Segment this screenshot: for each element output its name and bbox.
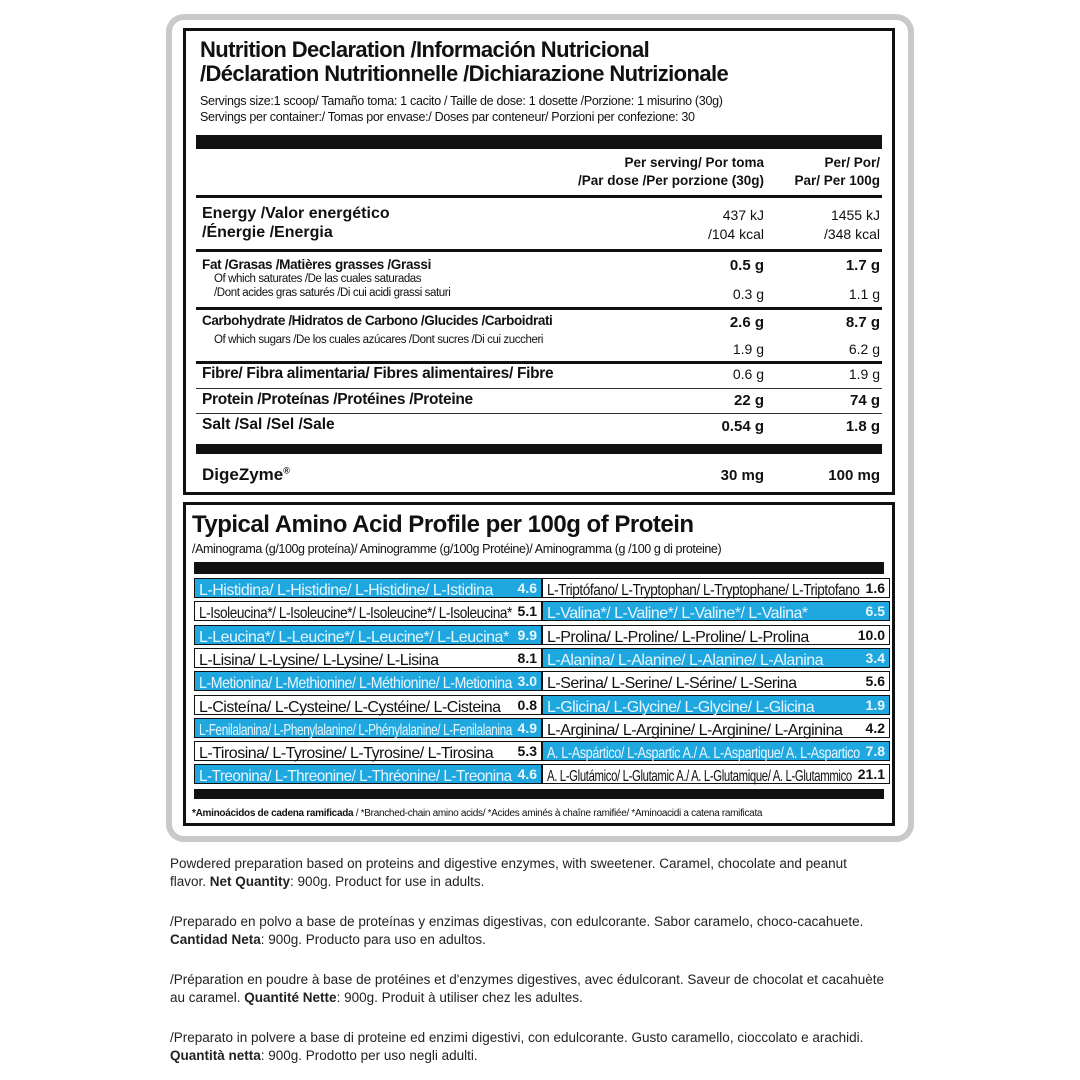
- amino-cell-left: [194, 671, 542, 691]
- fibre-label: Fibre/ Fibra alimentaria/ Fibres alimentaires/ Fibre: [202, 365, 554, 382]
- amino-footer-bar: [194, 789, 884, 799]
- amino-cell-left: [194, 648, 542, 668]
- digezyme-per100: 100 mg: [828, 467, 880, 484]
- amino-title: Typical Amino Acid Profile per 100g of Protein: [192, 511, 694, 538]
- amino-name: L-Valina*/ L-Valine*/ L-Valine*/ L-Valina*: [547, 605, 808, 623]
- amino-header-bar: [194, 562, 884, 574]
- protein-per100: 74 g: [849, 392, 880, 409]
- amino-cell-left: [194, 764, 542, 784]
- nutrition-title-line2: /Déclaration Nutritionnelle /Dichiarazione Nutrizionale: [200, 61, 729, 86]
- amino-cell-right: [542, 601, 890, 621]
- amino-value: 4.9: [517, 719, 537, 736]
- fibre-serving: 0.6 g: [732, 366, 764, 382]
- amino-name: L-Glicina/ L-Glycine/ L-Glycine/ L-Glicina: [547, 698, 815, 716]
- description-fr: [170, 971, 930, 1007]
- amino-name: L-Lisina/ L-Lysine/ L-Lysine/ L-Lisina: [199, 651, 439, 669]
- sugars-label: Of which sugars /De los cuales azúcares /Dont sucres /Di cui zuccheri: [214, 334, 544, 346]
- description-es: [170, 913, 930, 949]
- fat-per100: 1.7 g: [845, 257, 880, 274]
- carbohydrate-label: Carbohydrate /Hidratos de Carbono /Glucides /Carboidrati: [202, 313, 553, 328]
- amino-value: 5.1: [517, 603, 537, 620]
- amino-name: L-Metionina/ L-Methionine/ L-Méthionine/ L-Metionina: [199, 675, 513, 693]
- amino-name: L-Histidina/ L-Histidine/ L-Histidine/ L-Istidina: [199, 582, 493, 599]
- col-100g-header-line2: Par/ Per 100g: [794, 173, 880, 188]
- divider: [196, 388, 882, 389]
- energy-per100-kcal: /348 kcal: [823, 226, 880, 242]
- amino-cell-right: [542, 671, 890, 691]
- fat-label: Fat /Grasas /Matières grasses /Grassi: [202, 257, 432, 272]
- description-it-line2: Quantità netta: 900g. Prodotto per uso negli adulti.: [170, 1048, 478, 1063]
- digezyme-serving: 30 mg: [720, 467, 764, 484]
- amino-value: 7.8: [865, 743, 885, 760]
- nutrition-declaration-panel: [183, 28, 895, 495]
- amino-value: 4.2: [865, 719, 885, 736]
- amino-subtitle: /Aminograma (g/100g proteína)/ Aminogramme (g/100g Protéine)/ Aminogramma (g /100 g di proteine): [192, 542, 722, 556]
- registered-mark: ®: [283, 465, 290, 476]
- divider: [196, 361, 882, 364]
- amino-cell-right: [542, 578, 890, 598]
- energy-label-line2: /Énergie /Energia: [202, 224, 333, 241]
- description-it-line1: /Preparato in polvere a base di proteine ed enzimi digestivi, con edulcorante. Gusto caramello, cioccolato e arachidi.: [170, 1030, 864, 1045]
- amino-cell-left: [194, 695, 542, 715]
- energy-serving-kj: 437 kJ: [722, 207, 764, 223]
- amino-cell-right: [542, 718, 890, 738]
- amino-cell-left: [194, 741, 542, 761]
- digezyme-label: DigeZyme®: [202, 465, 290, 484]
- protein-serving: 22 g: [733, 392, 764, 409]
- description-fr-line1: /Préparation en poudre à base de protéines et d'enzymes digestives, avec édulcorant. Saveur de chocolat et cacahuète: [170, 972, 885, 987]
- divider: [196, 195, 882, 198]
- amino-value: 3.4: [865, 649, 885, 666]
- amino-cell-right: [542, 648, 890, 668]
- amino-name: L-Triptófano/ L-Tryptophan/ L-Tryptophane/ L-Triptofano: [547, 582, 860, 599]
- divider: [196, 307, 882, 310]
- description-fr-line2: au caramel. Quantité Nette: 900g. Produit à utiliser chez les adultes.: [170, 990, 583, 1005]
- amino-value: 1.6: [865, 580, 885, 596]
- amino-value: 9.9: [517, 626, 537, 643]
- salt-serving: 0.54 g: [721, 418, 764, 435]
- energy-per100-kj: 1455 kJ: [830, 207, 880, 223]
- carbohydrate-per100: 8.7 g: [845, 314, 880, 331]
- amino-cell-right: [542, 625, 890, 645]
- col-serving-header-line2: /Par dose /Per porzione (30g): [577, 173, 764, 188]
- amino-value: 21.1: [857, 766, 885, 783]
- divider: [196, 413, 882, 414]
- amino-acid-panel: [183, 502, 895, 826]
- amino-value: 10.0: [857, 626, 885, 643]
- divider: [196, 249, 882, 252]
- amino-name: L-Isoleucina*/ L-Isoleucine*/ L-Isoleucine*/ L-Isoleucina*: [199, 605, 512, 623]
- servings-per-container: Servings per container:/ Tomas por envase:/ Doses par conteneur/ Porzioni per confezione: 30: [200, 110, 695, 124]
- amino-cell-left: [194, 578, 542, 598]
- amino-value: 8.1: [517, 649, 537, 666]
- amino-cell-left: [194, 718, 542, 738]
- amino-value: 0.8: [517, 696, 537, 713]
- energy-serving-kcal: /104 kcal: [707, 226, 764, 242]
- amino-name: L-Alanina/ L-Alanine/ L-Alanine/ L-Alanina: [547, 651, 824, 669]
- col-serving-header-line1: Per serving/ Por toma: [624, 155, 764, 170]
- amino-footnote: *Aminoácidos de cadena ramificada / *Branched-chain amino acids/ *Acides aminés à chaîne ramifiée/ *Aminoacidi a catena ramificata: [192, 808, 763, 819]
- salt-label: Salt /Sal /Sel /Sale: [202, 416, 335, 433]
- amino-name: L-Prolina/ L-Proline/ L-Proline/ L-Prolina: [547, 628, 809, 646]
- description-en-line2: flavor. Net Quantity: 900g. Product for use in adults.: [170, 874, 485, 889]
- amino-cell-left: [194, 601, 542, 621]
- saturates-label-line2: /Dont acides gras saturés /Di cui acidi grassi saturi: [214, 287, 451, 299]
- description-es-line1: /Preparado en polvo a base de proteínas y enzimas digestivas, con edulcorante. Sabor caramelo, choco-cacahuete.: [170, 914, 864, 929]
- amino-name: A. L-Aspártico/ L-Aspartic A./ A. L-Aspartique/ A. L-Aspartico: [547, 745, 860, 763]
- energy-label-line1: Energy /Valor energético: [202, 205, 390, 222]
- saturates-serving: 0.3 g: [732, 286, 764, 302]
- carbohydrate-serving: 2.6 g: [729, 314, 764, 331]
- digezyme-bar: [196, 444, 882, 454]
- amino-name: L-Tirosina/ L-Tyrosine/ L-Tyrosine/ L-Tirosina: [199, 745, 494, 763]
- amino-value: 5.6: [865, 673, 885, 690]
- sugars-per100: 6.2 g: [848, 341, 880, 357]
- amino-value: 5.3: [517, 743, 537, 760]
- header-bar: [196, 135, 882, 149]
- amino-value: 3.0: [517, 673, 537, 690]
- description-es-line2: Cantidad Neta: 900g. Producto para uso en adultos.: [170, 932, 486, 947]
- amino-name: L-Arginina/ L-Arginine/ L-Arginine/ L-Arginina: [547, 721, 843, 739]
- description-en-line1: Powdered preparation based on proteins and digestive enzymes, with sweetener. Caramel, chocolate and peanut: [170, 856, 847, 871]
- amino-value: 4.6: [517, 766, 537, 783]
- amino-cell-right: [542, 741, 890, 761]
- description-en: [170, 855, 930, 891]
- serving-size: Servings size:1 scoop/ Tamaño toma: 1 cacito / Taille de dose: 1 dosette /Porzione: 1 misurino (30g): [200, 94, 723, 108]
- protein-label: Protein /Proteínas /Protéines /Proteine: [202, 391, 473, 408]
- amino-name: A. L-Glutámico/ L-Glutamic A./ A. L-Glutamique/ A. L-Glutammico: [547, 768, 852, 786]
- amino-cell-right: [542, 695, 890, 715]
- amino-cell-left: [194, 625, 542, 645]
- amino-name: L-Leucina*/ L-Leucine*/ L-Leucine*/ L-Leucina*: [199, 628, 509, 646]
- sugars-serving: 1.9 g: [732, 341, 764, 357]
- amino-name: L-Fenilalanina/ L-Phenylalanine/ L-Phénylalanine/ L-Fenilalanina: [199, 721, 512, 739]
- amino-value: 6.5: [865, 603, 885, 620]
- description-it: [170, 1029, 930, 1065]
- fat-serving: 0.5 g: [729, 257, 764, 274]
- nutrition-title-line1: Nutrition Declaration /Información Nutricional: [200, 37, 650, 62]
- amino-name: L-Serina/ L-Serine/ L-Sérine/ L-Serina: [547, 675, 797, 693]
- saturates-per100: 1.1 g: [848, 286, 880, 302]
- amino-cell-right: [542, 764, 890, 784]
- col-100g-header-line1: Per/ Por/: [824, 155, 880, 170]
- amino-value: 1.9: [865, 696, 885, 713]
- saturates-label-line1: Of which saturates /De las cuales saturadas: [214, 273, 422, 285]
- amino-name: L-Treonina/ L-Threonine/ L-Thréonine/ L-Treonina: [199, 768, 512, 786]
- salt-per100: 1.8 g: [845, 418, 880, 435]
- amino-value: 4.6: [517, 580, 537, 596]
- fibre-per100: 1.9 g: [848, 366, 880, 382]
- amino-name: L-Cisteína/ L-Cysteine/ L-Cystéine/ L-Cisteina: [199, 698, 501, 716]
